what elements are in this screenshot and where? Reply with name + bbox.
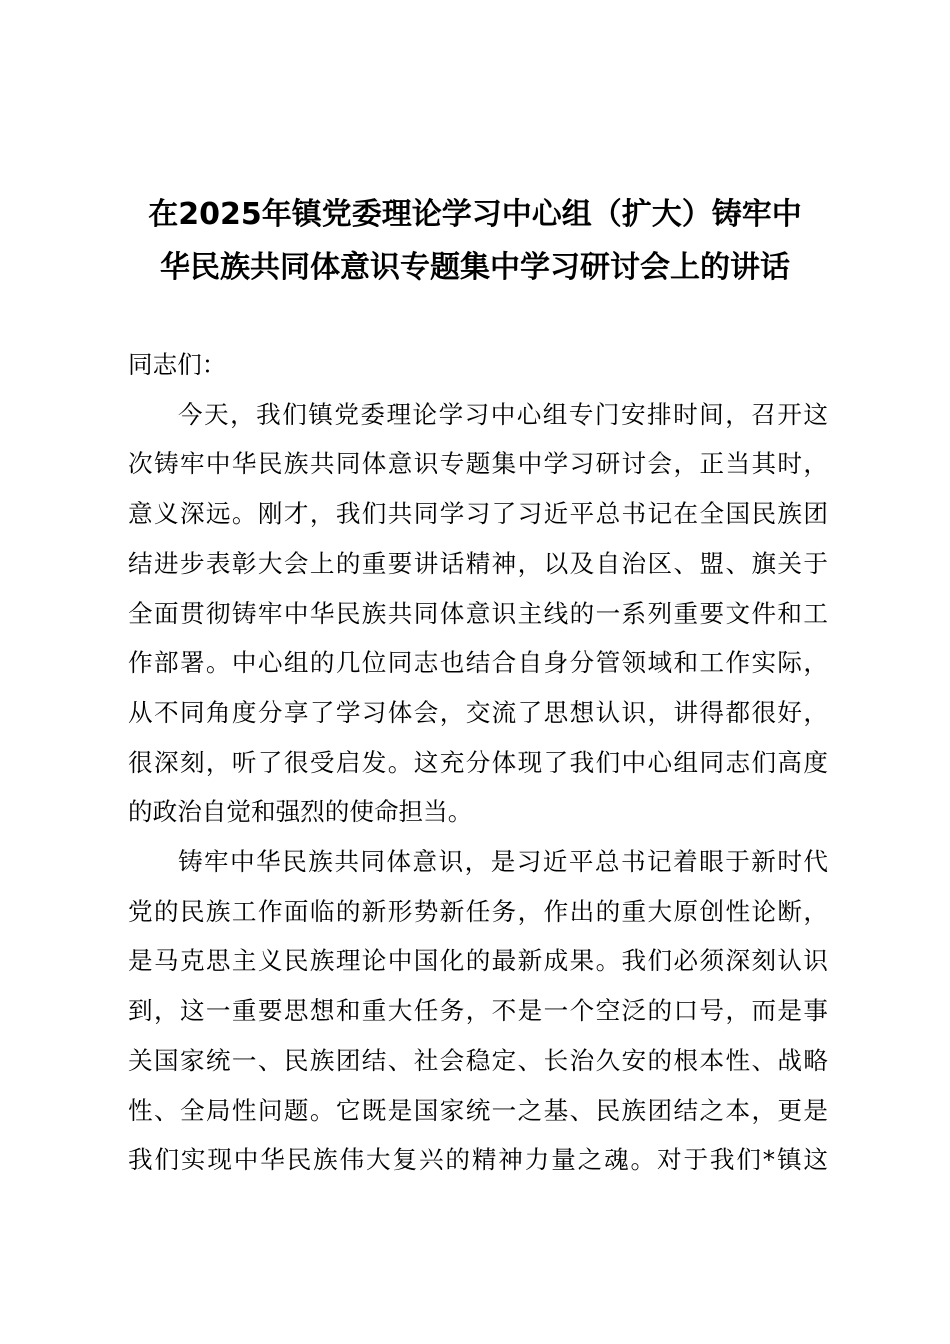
- paragraph-line: 意义深远。刚才，我们共同学习了习近平总书记在全国民族团: [128, 499, 828, 529]
- paragraph-line: 的政治自觉和强烈的使命担当。: [128, 797, 473, 827]
- document-body: [128, 340, 828, 1185]
- title-line: 华民族共同体意识专题集中学习研讨会上的讲话: [160, 250, 790, 285]
- paragraph-line: 到，这一重要思想和重大任务，不是一个空泛的口号，而是事: [128, 996, 828, 1026]
- paragraph-line: 从不同角度分享了学习体会，交流了思想认识，讲得都很好，: [128, 697, 828, 727]
- paragraph-line: 次铸牢中华民族共同体意识专题集中学习研讨会，正当其时，: [128, 449, 828, 479]
- title-line: 在2025年镇党委理论学习中心组（扩大）铸牢中: [148, 197, 802, 232]
- paragraph-line: 结进步表彰大会上的重要讲话精神，以及自治区、盟、旗关于: [128, 548, 828, 578]
- paragraph-line: 关国家统一、民族团结、社会稳定、长治久安的根本性、战略: [128, 1045, 828, 1075]
- paragraph-line: 今天，我们镇党委理论学习中心组专门安排时间，召开这: [178, 399, 828, 429]
- document-title: [0, 188, 950, 294]
- paragraph-line: 很深刻，听了很受启发。这充分体现了我们中心组同志们高度: [128, 747, 828, 777]
- paragraph-line: 性、全局性问题。它既是国家统一之基、民族团结之本，更是: [128, 1095, 828, 1125]
- paragraph-line: 是马克思主义民族理论中国化的最新成果。我们必须深刻认识: [128, 946, 828, 976]
- paragraph-line: 党的民族工作面临的新形势新任务，作出的重大原创性论断，: [128, 896, 828, 926]
- paragraph-line: 铸牢中华民族共同体意识，是习近平总书记着眼于新时代: [178, 847, 828, 877]
- salutation: 同志们：: [128, 350, 227, 379]
- paragraph-line: 作部署。中心组的几位同志也结合自身分管领域和工作实际，: [128, 648, 828, 678]
- paragraph-line: 我们实现中华民族伟大复兴的精神力量之魂。对于我们*镇这: [128, 1145, 828, 1175]
- paragraph-line: 全面贯彻铸牢中华民族共同体意识主线的一系列重要文件和工: [128, 598, 828, 628]
